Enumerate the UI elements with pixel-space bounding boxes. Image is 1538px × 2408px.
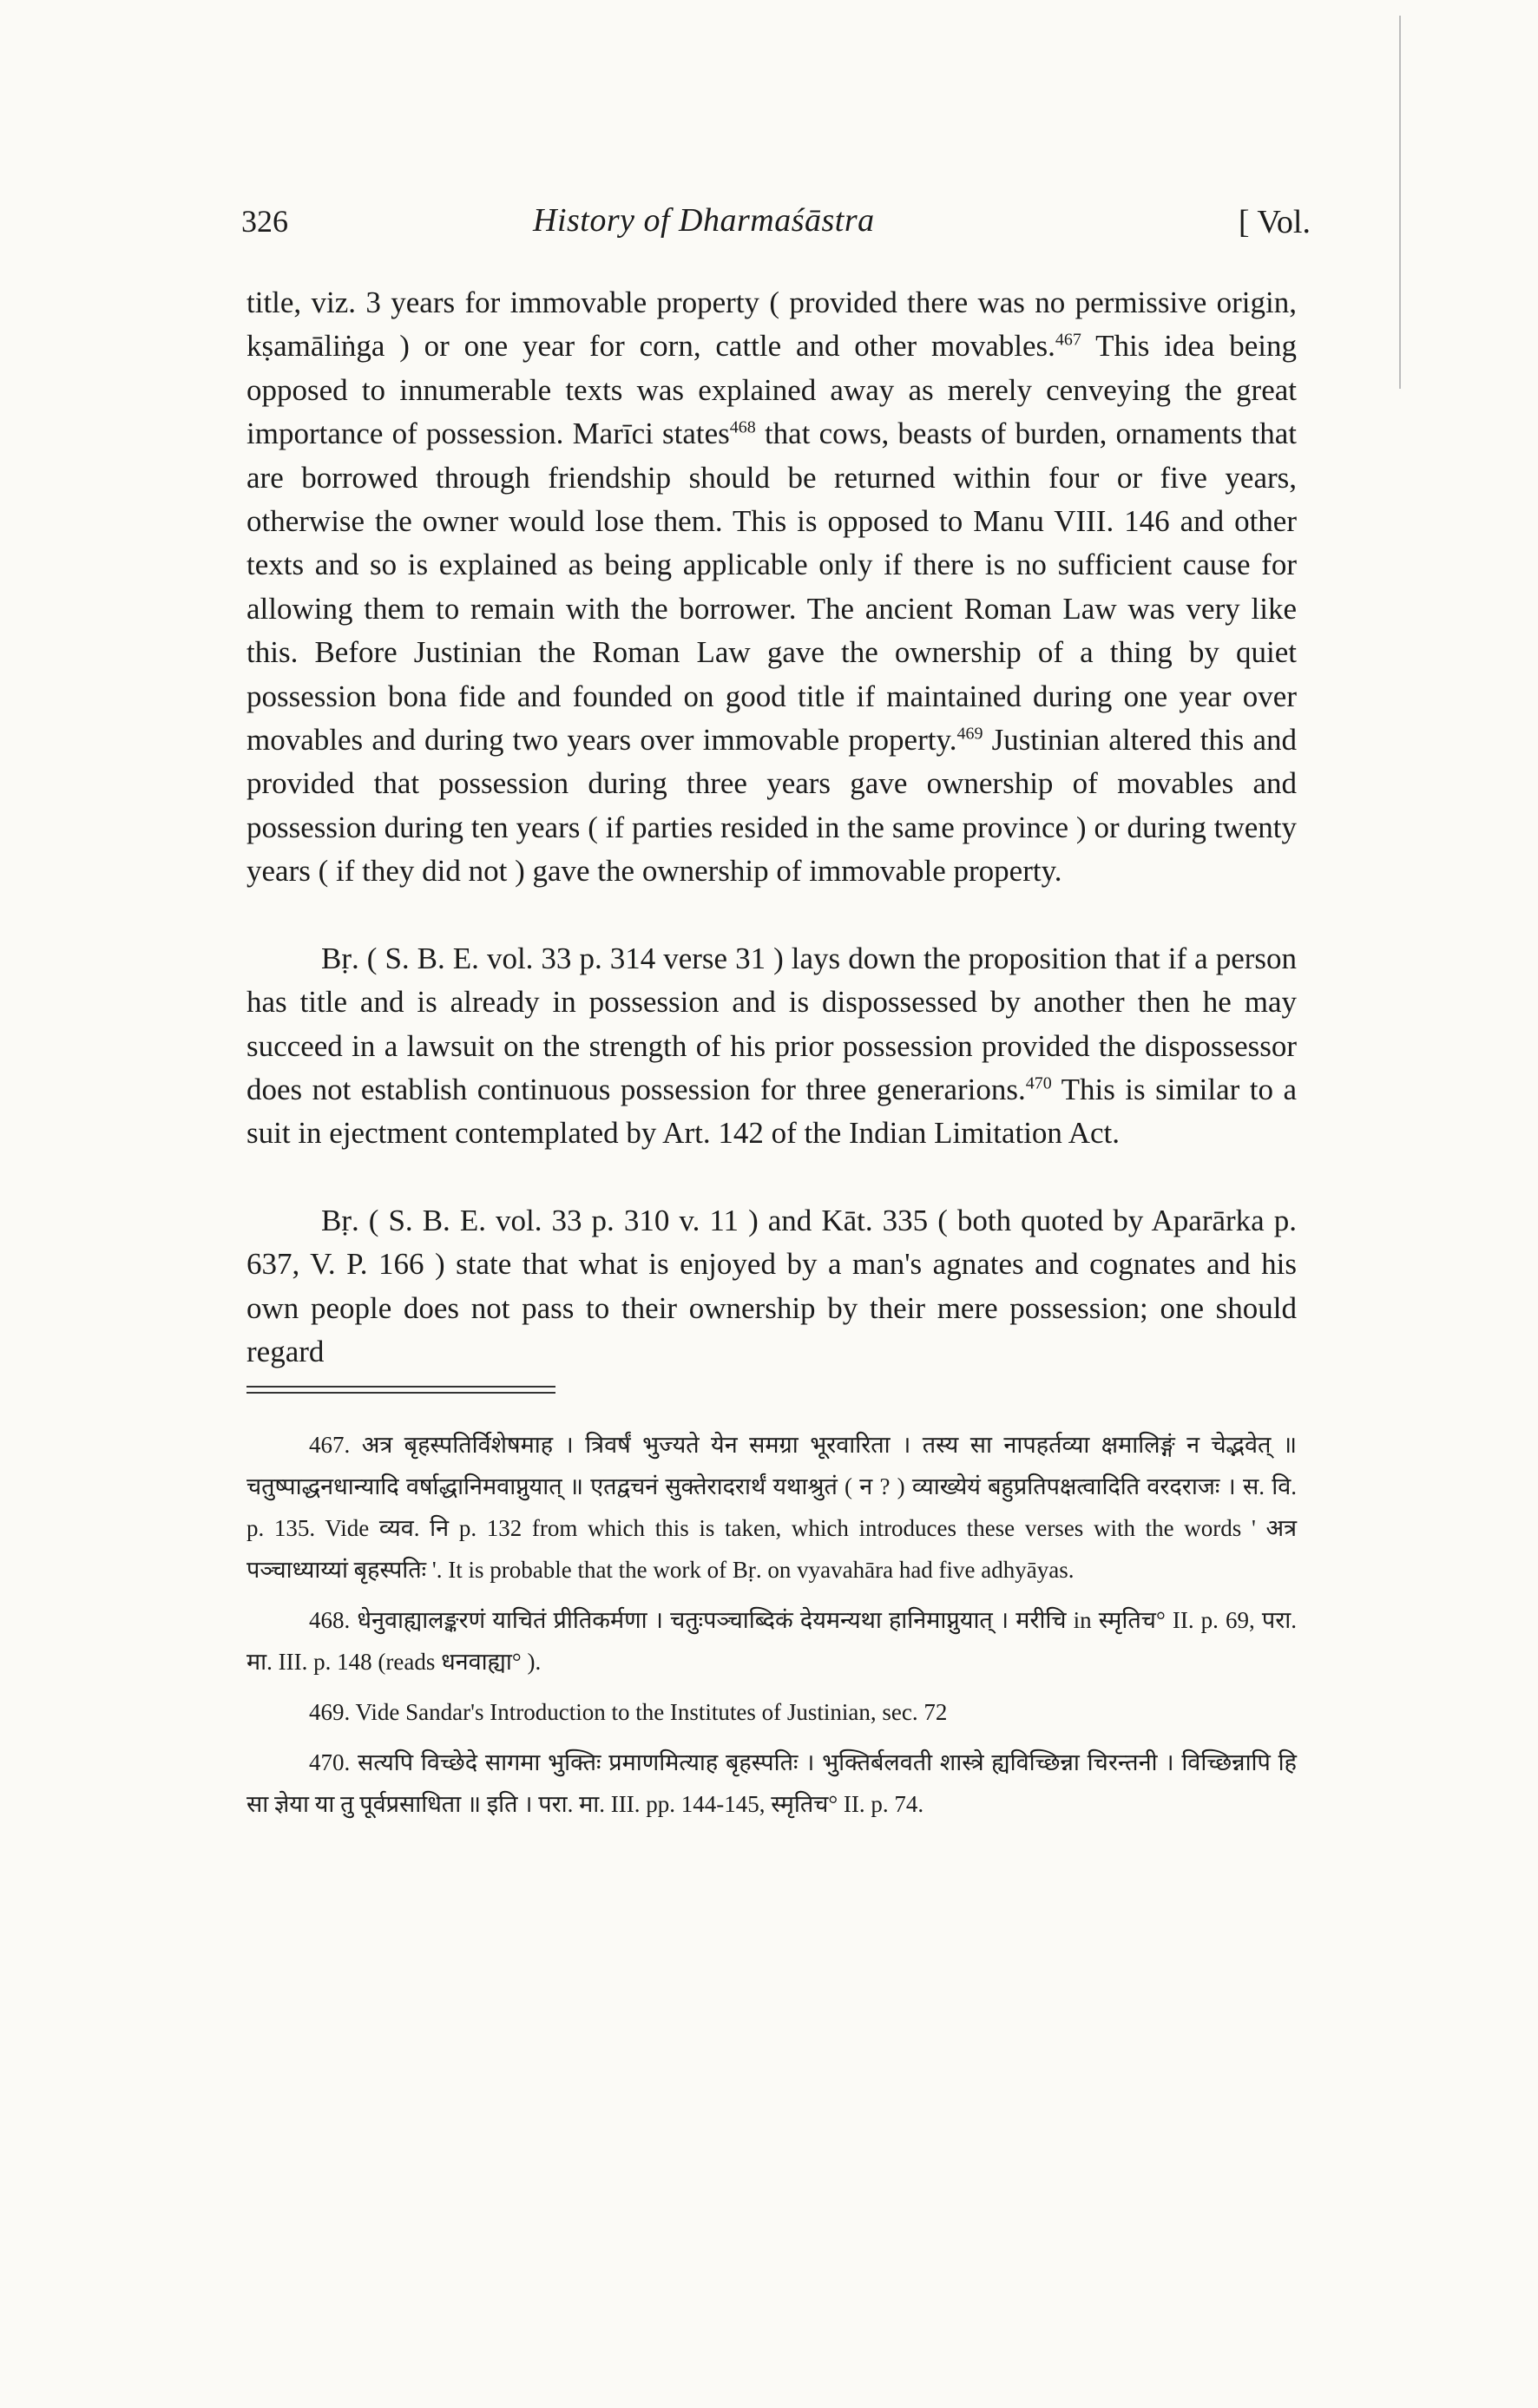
paragraph [246,1199,1297,1375]
page-number: 326 [241,204,288,239]
scan-edge-line [1399,16,1401,389]
paragraph [246,937,1297,1156]
footnote-rule [246,1386,555,1389]
text-run: Justinian altered this and provided that possession during three years gave ownership of movables and possession during ten years ( if parties resided in the same province ) or during twenty years ( if they did not ) gave the ownership of immovable property. [246,723,1297,889]
footnote-ref: 469 [956,724,983,744]
footnote-468: 468. धेनुवाह्यालङ्करणं याचितं प्रीतिकर्मणा । चतुःपञ्चाब्दिकं देयमन्यथा हानिमाप्नुयात् । मरीचि in स्मृतिच° II. p. 69, परा. मा. III. p. 148 (reads धनवाह्या° ). [246,1607,1297,1676]
footnotes [246,1424,1297,1825]
text-run: This idea being opposed to innumerable texts was explained away as merely cenveying the great importance of possession. Marīci states [246,329,1297,451]
text-run: that cows, beasts of burden, ornaments that are borrowed through friendship should be returned within four or five years, otherwise the owner would lose them. This is opposed to Manu VIII. 146 and other texts and so is explained as being applicable only if there is no sufficient cause for allowing them to remain with the borrower. The ancient Roman Law was very like this. Before Justinian the Roman Law gave the ownership of a thing by quiet possession bona fide and founded on good title if maintained during one year over movables and during two years over immovable property. [246,417,1297,758]
footnote-ref: 470 [1025,1073,1052,1093]
body-text [246,281,1297,1374]
text-run: title, viz. 3 years for immovable property ( provided there was no permissive origin, kṣamāliṅga ) or one year for corn, cattle and other movables. [246,285,1297,364]
text-run: Bṛ. ( S. B. E. vol. 33 p. 314 verse 31 ) lays down the proposition that if a person has title and is already in possession and is dispossessed by another then he may succeed in a lawsuit on the strength of his prior possession provided the dispossessor does not establish continuous possession for three generarions. [246,941,1297,1106]
volume-label: [ Vol. [1238,204,1311,240]
footnote-470: 470. सत्यपि विच्छेदे सागमा भुक्तिः प्रमाणमित्याह बृहस्पतिः । भुक्तिर्बलवती शास्त्रे ह्यविच्छिन्ना चिरन्तनी । विच्छिन्नापि हि सा ज्ञेया या तु पूर्वप्रसाधिता ॥ इति । परा. मा. III. pp. 144-145, स्मृतिच° II. p. 74. [246,1749,1297,1818]
footnote-469: 469. Vide Sandar's Introduction to the Institutes of Justinian, sec. 72 [309,1699,948,1726]
footnote-ref: 468 [729,417,756,437]
page [241,196,1311,1834]
running-title: History of Dharmaśāstra [533,202,875,239]
text-run: This is similar to a suit in ejectment contemplated by Art. 142 of the Indian Limitation Act. [246,1072,1297,1151]
paragraph [246,281,1297,894]
footnote-467: 467. अत्र बृहस्पतिर्विशेषमाह । त्रिवर्षं भुज्यते येन समग्रा भूरवारिता । तस्य सा नापहर्तव्या क्षमालिङ्गं न चेद्भवेत् ॥ चतुष्पाद्धनधान्यादि वर्षाद्धानिमवाप्नुयात् ॥ एतद्वचनं सुक्तेरादरार्थं यथाश्रुतं ( न ? ) व्याख्येयं बहुप्रतिपक्षत्वादिति वरदराजः । स. वि. p. 135. Vide व्यव. नि p. 132 from which this is taken, which introduces these verses with the words ' अत्र पञ्चाध्याय्यां बृहस्पतिः '. It is probable that the work of Bṛ. on vyavahāra had five adhyāyas. [246,1432,1297,1584]
paragraph-gap [246,894,1297,937]
text-run: Bṛ. ( S. B. E. vol. 33 p. 310 v. 11 ) and Kāt. 335 ( both quoted by Aparārka p. 637, V. P. 166 ) state that what is enjoyed by a man's agnates and cognates and his own people does not pass to their ownership by their mere possession; one should regard [246,1203,1297,1368]
running-header [241,196,1311,257]
footnote-ref: 467 [1055,330,1081,350]
paragraph-gap [246,1156,1297,1199]
